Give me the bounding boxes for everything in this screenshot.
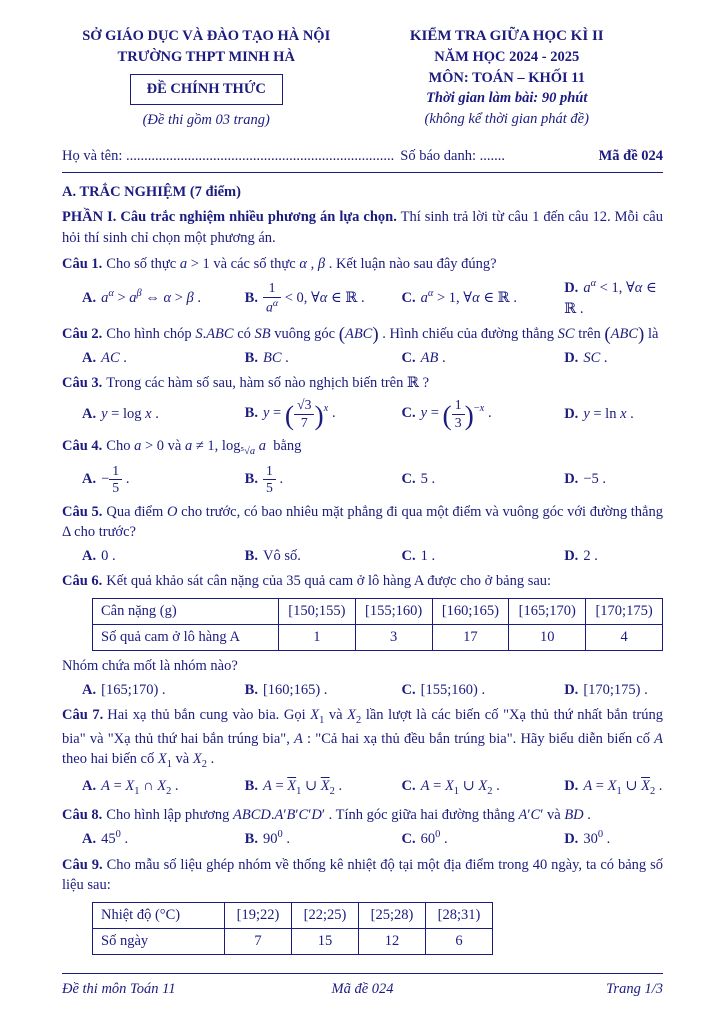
option-a [82,546,245,567]
option-text: SC . [583,349,608,366]
cell: 12 [359,928,426,954]
name-field: Họ và tên: .......................................................................... [62,148,395,165]
option-text: $A = X_1$ ∩ $X_2$ . [101,778,179,797]
option-text: y = ( $\frac{√3}{7}$ )$^x$ . [262,397,336,432]
option-text: [160;165) . [262,681,328,698]
option-c [402,546,565,567]
option-text: y = ( $\frac{1}{3}$ )$^{-x}$ . [420,397,492,432]
option-b [245,828,402,849]
cell: [150;155) [278,598,355,624]
option-d [564,776,663,800]
question-4-options [62,463,663,497]
footer-page-number: Trang 1/3 [606,981,663,998]
option-letter: D. [564,349,579,366]
question-6-options [62,680,663,701]
option-letter: A. [82,778,97,795]
option-a [82,463,245,497]
footer-exam-name: Đề thi môn Toán 11 [62,981,176,998]
option-letter: B. [244,349,258,366]
option-text: $A = X_1$ ∪ $\overline{X}_2$ . [583,778,663,797]
option-c [402,828,565,849]
question-7-label: Câu 7. [62,707,104,724]
question-8-options [62,828,663,849]
option-d [564,469,663,490]
cell: 17 [432,624,509,650]
official-exam-box: ĐỀ CHÍNH THỨC [130,74,283,105]
option-text: y = ln x . [583,405,634,422]
exam-title: KIỂM TRA GIỮA HỌC KÌ II [409,28,604,44]
question-5-body: Qua điểm O cho trước, có bao nhiêu mặt phẳng đi qua một điểm và vuông góc với đường thẳng Δ cho trước? [62,503,663,541]
option-letter: C. [401,831,416,848]
option-letter: D. [564,280,579,297]
duration-note: (không kể thời gian phát đề) [424,111,589,128]
page-footer [62,973,663,1000]
cell: [25;28) [359,902,426,928]
option-text: − $\frac{1}{5}$ . [101,462,130,496]
q6-weight-table [92,598,663,651]
option-letter: D. [564,831,579,848]
option-d [564,348,663,369]
question-2-text [62,324,663,345]
cell: [22;25) [292,902,359,928]
option-text: $A = \overline{X}_1$ ∪ $\overline{X}_2$ . [262,778,343,797]
option-letter: D. [564,471,579,488]
option-a [82,828,245,849]
question-3-body: Trong các hàm số sau, hàm số nào nghịch biến trên ℝ ? [106,375,430,392]
option-letter: B. [244,831,258,848]
option-text: [155;160) . [420,681,486,698]
table-row [93,598,663,624]
section-a-heading: A. TRẮC NGHIỆM (7 điểm) [62,183,241,200]
option-letter: C. [401,681,416,698]
cell: 3 [355,624,432,650]
question-7-body: Hai xạ thủ bắn cung vào bia. Gọi $X_1$ và $X_2$ lần lượt là các biến cố "Xạ thủ thứ nhất bắn trúng bia" và "Xạ thủ thứ hai bắn trúng bia", A : "Cả hai xạ thủ đều bắn trúng bia". Hãy biểu diễn biến cố A theo hai biến cố $X_1$ và $X_2$ . [62,707,663,771]
option-text: $a^\alpha < 1$, ∀α ∈ ℝ . [564,278,657,317]
option-text: $A = X_1$ ∪ $X_2$ . [420,778,500,797]
option-d [564,546,663,567]
option-letter: B. [244,289,258,306]
question-2-label: Câu 2. [62,326,103,343]
option-d [564,404,663,425]
option-letter: D. [564,405,579,422]
question-7 [62,705,663,800]
option-text: $30^0$ . [583,829,611,848]
question-2 [62,324,663,368]
question-7-options [62,776,663,800]
option-text: y = log x . [101,405,159,422]
option-letter: C. [401,547,416,564]
option-d [564,680,663,701]
question-4-label: Câu 4. [62,438,103,454]
question-1-body: Cho số thực a > 1 và các số thực α , β . Kết luận nào sau đây đúng? [106,255,497,272]
option-a [82,776,245,800]
option-text: [165;170) . [101,681,166,698]
option-text: Vô số. [262,547,301,564]
option-a [82,287,245,308]
question-1-text [62,254,663,275]
option-text: [170;175) . [583,681,648,698]
question-9-label: Câu 9. [62,856,103,873]
option-d [564,277,663,319]
option-letter: B. [244,405,258,422]
option-text: AC . [101,349,127,366]
option-letter: C. [401,349,416,366]
question-8-text [62,805,663,826]
cell: Số quả cam ở lô hàng A [93,624,279,650]
option-letter: A. [82,547,97,564]
option-text: 2 . [583,547,598,564]
cell: [19;22) [225,902,292,928]
option-b [245,546,402,567]
option-b [245,397,402,431]
question-3 [62,373,663,431]
cell: 7 [225,928,292,954]
option-a [82,404,245,425]
option-letter: A. [82,290,97,307]
student-info-line [62,146,663,173]
school-year: NĂM HỌC 2024 - 2025 [434,49,580,66]
question-6-subquestion: Nhóm chứa mốt là nhóm nào? [62,657,238,674]
question-1-options [62,277,663,319]
option-b [245,280,402,316]
table-row [93,902,493,928]
option-letter: A. [82,831,97,848]
question-8-body: Cho hình lập phương ABCD.A′B′C′D′ . Tính góc giữa hai đường thẳng A′C′ và BD . [106,806,591,823]
question-2-body: Cho hình chóp S.ABC có SB vuông góc (ABC) . Hình chiếu của đường thẳng SC trên (ABC) là [106,324,659,346]
question-8-label: Câu 8. [62,806,103,823]
question-3-options [62,397,663,431]
question-9-body: Cho mẫu số liệu ghép nhóm về thống kê nhiệt độ tại một địa điểm trong 40 ngày, ta có bảng số liệu sau: [62,856,663,894]
cell: Số ngày [93,928,225,954]
option-c [402,680,565,701]
question-7-text [62,705,663,773]
exam-code-badge: Mã đề 024 [598,148,663,165]
option-text: $a^\alpha > 1$, ∀α ∈ ℝ . [420,288,517,307]
q9-temperature-table [92,902,493,955]
option-letter: C. [401,471,416,488]
option-letter: C. [401,405,416,422]
question-9 [62,855,663,955]
option-letter: B. [244,778,258,795]
part1-rest: Thí sinh trả lời từ câu 1 đến câu 12. Mỗi câu hỏi thí sinh chỉ chọn một phương án. [62,209,663,247]
question-5 [62,502,663,567]
option-text: $\frac{1}{5}$ . [263,471,283,487]
option-text: −5 . [583,471,606,488]
candidate-number-field: Số báo danh: ....... [400,148,505,165]
cell: Cân nặng (g) [93,598,279,624]
official-exam-box-wrap [62,74,350,105]
option-letter: A. [82,471,97,487]
option-text: $\frac{1}{a^\alpha}$ < 0, ∀α ∈ ℝ . [263,290,365,306]
table-row [93,624,663,650]
option-c [402,776,565,800]
cell: [155;160) [355,598,432,624]
question-9-text [62,855,663,896]
cell: 6 [426,928,493,954]
option-text: 0 . [101,547,116,564]
option-letter: C. [401,290,416,307]
question-6-body: Kết quả khảo sát cân nặng của 35 quả cam ở lô hàng A được cho ở bảng sau: [106,573,552,590]
part1-heading: PHẦN I. Câu trắc nghiệm nhiều phương án lựa chọn. [62,209,397,226]
option-b [245,776,402,800]
option-a [82,348,245,369]
question-6-label: Câu 6. [62,573,103,590]
question-6 [62,571,663,700]
cell: 1 [278,624,355,650]
school-name: TRƯỜNG THPT MINH HÀ [117,48,295,65]
option-text: 5 . [420,471,436,488]
question-6-text [62,571,663,592]
cell: Nhiệt độ (°C) [93,902,225,928]
department-name: SỞ GIÁO DỤC VÀ ĐÀO TẠO HÀ NỘI [82,28,331,44]
question-1-label: Câu 1. [62,255,103,272]
option-b [245,348,402,369]
subject-line: MÔN: TOÁN – KHỐI 11 [428,69,585,86]
cell: [170;175) [586,598,663,624]
cell: 10 [509,624,586,650]
option-a [82,680,245,701]
question-1 [62,254,663,320]
part1-instructions [62,207,663,248]
option-letter: D. [564,547,579,564]
option-letter: A. [82,681,97,698]
header-right [350,26,663,130]
question-5-options [62,546,663,567]
option-text: $a^\alpha > a^\beta$ ⇔ α > β . [101,288,202,307]
option-d [564,828,663,849]
option-text: $45^0$ . [101,829,129,848]
option-c [402,397,565,431]
question-4-text [62,436,663,460]
option-text: $60^0$ . [420,829,448,848]
option-letter: A. [82,405,97,422]
question-5-text [62,502,663,543]
option-text: 1 . [420,547,436,564]
question-3-text [62,373,663,394]
question-4 [62,436,663,497]
option-letter: D. [564,681,579,698]
duration-line: Thời gian làm bài: 90 phút [426,90,588,107]
question-5-label: Câu 5. [62,503,103,520]
footer-exam-code: Mã đề 024 [331,981,394,998]
header-left [62,26,350,130]
option-c [402,348,565,369]
question-8 [62,805,663,850]
cell: 15 [292,928,359,954]
cell: 4 [586,624,663,650]
option-letter: B. [244,547,258,564]
option-b [245,463,402,497]
option-letter: B. [244,681,258,698]
cell: [28;31) [426,902,493,928]
pages-note: (Đề thi gồm 03 trang) [142,111,270,128]
option-text: BC . [262,349,289,366]
table-row [93,928,493,954]
option-b [245,680,402,701]
option-text: AB . [420,349,446,366]
cell: [165;170) [509,598,586,624]
question-4-body: Cho a > 0 và a ≠ 1, $\log_{^5√a} a$ bằng [106,438,302,457]
option-letter: D. [564,778,579,795]
question-3-label: Câu 3. [62,375,103,392]
option-c [402,287,565,308]
option-letter: C. [401,778,416,795]
option-letter: B. [244,471,258,487]
question-2-options [62,348,663,369]
option-letter: A. [82,349,97,366]
option-c [402,469,565,490]
header [62,26,663,130]
cell: [160;165) [432,598,509,624]
option-text: $90^0$ . [262,829,290,848]
